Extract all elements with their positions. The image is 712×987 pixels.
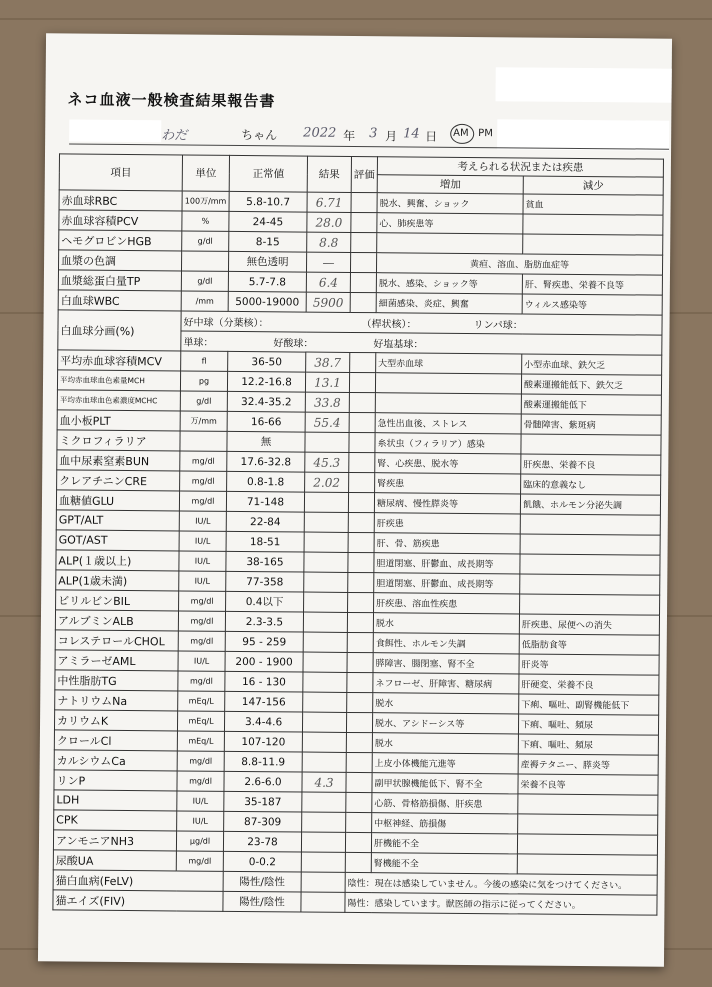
condition-increase: 中枢神経、筋損傷 (372, 813, 518, 834)
evaluation-cell (350, 252, 376, 272)
normal-range: 24-45 (229, 211, 307, 232)
condition-decrease: 肝疾患、栄養不良 (521, 454, 661, 475)
unit-cell: mg/dl (178, 631, 225, 651)
result-value: 38.7 (306, 352, 350, 372)
test-name: 平均赤血球容積MCV (58, 350, 181, 371)
condition-decrease: 臨床的意義なし (521, 474, 661, 495)
unit-cell: fl (181, 351, 228, 371)
patient-name: わだ (161, 128, 188, 144)
unit-cell: IU/L (179, 511, 226, 531)
normal-range: 8-15 (229, 231, 307, 252)
condition-increase: 腎機能不全 (371, 853, 517, 874)
condition-increase: 胆道閉塞、肝鬱血、成長期等 (374, 553, 520, 574)
pm-label: PM (478, 128, 493, 140)
normal-range: 16 - 130 (225, 671, 303, 692)
evaluation-cell (349, 372, 375, 392)
normal-range: 5.8-10.7 (229, 191, 307, 212)
result-value: — (306, 252, 350, 272)
evaluation-cell (349, 432, 375, 452)
day-value: 14 (403, 126, 420, 142)
test-name: アミラーゼAML (55, 650, 178, 671)
evaluation-cell (349, 412, 375, 432)
unit-cell: g/dl (181, 271, 228, 291)
test-name: ヘモグロビンHGB (59, 230, 182, 251)
result-value (301, 852, 345, 872)
unit-cell: mg/dl (179, 591, 226, 611)
condition-decrease: 産褥テタニー、膵炎等 (518, 754, 658, 775)
virus-note: 陰性：現在は感染していません。今後の感染に気をつけてください。 (345, 872, 657, 895)
condition-merged: 黄疸、溶血、脂肪血症等 (376, 253, 662, 275)
differential-row (58, 310, 662, 335)
col-result: 結果 (307, 156, 351, 192)
unit-cell: 100万/mm (182, 191, 229, 211)
normal-range: 147-156 (225, 691, 303, 712)
condition-decrease: 酸素運搬能低下、鉄欠乏 (521, 374, 661, 395)
condition-decrease: ウィルス感染等 (522, 294, 662, 315)
year-value: 2022 (303, 125, 337, 141)
test-name: ALP(１歳以上) (56, 550, 179, 571)
results-table (52, 153, 664, 915)
condition-increase: 糖尿病、慢性膵炎等 (374, 493, 520, 514)
band-label: （桿状核）： (361, 319, 417, 331)
virus-note: 陽性：感染しています。獣医師の指示に従ってください。 (345, 892, 657, 915)
year-label: 年 (343, 128, 356, 143)
evaluation-cell (345, 852, 371, 872)
condition-decrease (517, 834, 657, 855)
evaluation-cell (347, 652, 373, 672)
condition-decrease: 小型赤血球、鉄欠乏 (522, 354, 662, 375)
virus-result (301, 872, 345, 892)
result-value (302, 712, 346, 732)
condition-decrease: 飢餓、ホルモン分泌失調 (520, 494, 660, 515)
virus-normal: 陽性/陰性 (223, 891, 301, 912)
condition-decrease (520, 514, 660, 535)
condition-increase: ネフローゼ、肝障害、糖尿病 (373, 673, 519, 694)
condition-increase: 胆道閉塞、肝鬱血、成長期等 (374, 573, 520, 594)
result-value (303, 612, 347, 632)
condition-decrease (520, 574, 660, 595)
test-name: 血漿総蛋白量TP (58, 270, 181, 291)
normal-range: 5.7-7.8 (228, 271, 306, 292)
normal-range: 17.6-32.8 (227, 451, 305, 472)
table-header-row (59, 154, 663, 177)
normal-range: 0.4以下 (226, 591, 304, 612)
unit-cell (180, 431, 227, 451)
condition-increase (375, 393, 521, 414)
result-value (303, 672, 347, 692)
condition-increase: 食餌性、ホルモン失調 (373, 633, 519, 654)
evaluation-cell (351, 232, 377, 252)
condition-increase: 急性出血後、ストレス (375, 413, 521, 434)
normal-range: 35-187 (224, 791, 302, 812)
normal-range: 200 - 1900 (225, 651, 303, 672)
condition-decrease (517, 854, 657, 875)
condition-increase: 大型赤血球 (376, 353, 522, 374)
evaluation-cell (348, 572, 374, 592)
normal-range: 8.8-11.9 (224, 751, 302, 772)
lymph-label: リンパ球： (473, 320, 523, 332)
evaluation-cell (348, 492, 374, 512)
test-name: 白血球WBC (58, 290, 181, 311)
unit-cell: pg (180, 371, 227, 391)
virus-test-name: 猫エイズ(FIV) (53, 890, 223, 911)
test-name: GPT/ALT (56, 510, 179, 531)
condition-increase: 腎疾患 (375, 473, 521, 494)
result-value: 6.4 (306, 272, 350, 292)
evaluation-cell (346, 812, 372, 832)
normal-range: 16-66 (227, 411, 305, 432)
normal-range: 18-51 (226, 531, 304, 552)
test-name: アルブミンALB (55, 610, 178, 631)
day-label: 日 (425, 129, 438, 144)
virus-result (301, 892, 345, 912)
virus-test-name: 猫白血病(FeLV) (53, 870, 223, 891)
result-value (302, 792, 346, 812)
condition-increase: 脱水 (373, 693, 519, 714)
evaluation-cell (348, 532, 374, 552)
condition-increase: 細菌感染、炎症、興奮 (376, 293, 522, 314)
condition-decrease (521, 434, 661, 455)
unit-cell: mg/dl (177, 751, 224, 771)
test-name: 赤血球RBC (59, 190, 182, 211)
normal-range: 無 (227, 431, 305, 452)
condition-decrease: 肝硬変、栄養不良 (519, 674, 659, 695)
condition-decrease: 骨髄障害、紫斑病 (521, 414, 661, 435)
col-increase: 増加 (377, 175, 523, 194)
result-value (305, 432, 349, 452)
evaluation-cell (346, 792, 372, 812)
normal-range: 87-309 (224, 811, 302, 832)
unit-cell: g/dl (180, 391, 227, 411)
condition-decrease: 肝、腎疾患、栄養不良等 (522, 274, 662, 295)
col-decrease: 減少 (523, 176, 663, 195)
test-name: カリウムK (54, 710, 177, 731)
neutro-label: 好中球（分葉核）： (183, 317, 269, 330)
evaluation-cell (346, 752, 372, 772)
condition-increase: 脱水、アシドーシス等 (372, 713, 518, 734)
condition-decrease: 低脂肪食等 (519, 634, 659, 655)
evaluation-cell (349, 472, 375, 492)
normal-range: 0-0.2 (223, 851, 301, 872)
unit-cell (181, 251, 228, 271)
result-value: 4.3 (302, 772, 346, 792)
condition-increase: 脱水、感染、ショック等 (376, 273, 522, 294)
normal-range: 95 - 259 (225, 631, 303, 652)
condition-decrease (523, 214, 663, 235)
unit-cell: mEq/L (177, 731, 224, 751)
normal-range: 38-165 (226, 551, 304, 572)
evaluation-cell (350, 292, 376, 312)
result-value (302, 732, 346, 752)
unit-cell: µg/dl (176, 831, 223, 851)
result-value (304, 532, 348, 552)
result-value (304, 552, 348, 572)
test-name: LDH (54, 790, 177, 811)
differential-label: 白血球分画(%) (58, 310, 181, 351)
condition-decrease (520, 594, 660, 615)
condition-increase (377, 233, 523, 254)
unit-cell: mg/dl (179, 491, 226, 511)
normal-range: 2.6-6.0 (224, 771, 302, 792)
condition-increase (375, 373, 521, 394)
condition-decrease: 肝疾患、尿便への消失 (519, 614, 659, 635)
condition-increase: 脱水、興奮、ショック (377, 193, 523, 214)
col-unit: 単位 (182, 155, 229, 191)
evaluation-cell (346, 712, 372, 732)
test-name: クロールCl (54, 730, 177, 751)
unit-cell: IU/L (177, 791, 224, 811)
condition-decrease (520, 534, 660, 555)
redaction-header-right (497, 119, 669, 150)
evaluation-cell (351, 192, 377, 212)
result-value (302, 812, 346, 832)
normal-range: 36-50 (228, 351, 306, 372)
unit-cell: mg/dl (178, 671, 225, 691)
unit-cell: mEq/L (178, 691, 225, 711)
eos-label: 好酸球： (273, 338, 314, 350)
result-value: 2.02 (305, 472, 349, 492)
condition-increase: 糸状虫（フィラリア）感染 (375, 433, 521, 454)
result-value: 33.8 (305, 392, 349, 412)
unit-cell: mg/dl (176, 851, 223, 871)
evaluation-cell (347, 612, 373, 632)
mono-label: 単球： (183, 337, 214, 349)
unit-cell: IU/L (178, 651, 225, 671)
test-name: 平均赤血球血色素濃度MCHC (57, 390, 180, 411)
unit-cell: % (182, 211, 229, 231)
normal-range: 107-120 (224, 731, 302, 752)
chan-label: ちゃん (241, 127, 278, 143)
result-value (303, 692, 347, 712)
result-value: 55.4 (305, 412, 349, 432)
condition-increase: 肝機能不全 (371, 833, 517, 854)
evaluation-cell (348, 592, 374, 612)
condition-decrease: 肝炎等 (519, 654, 659, 675)
condition-decrease: 貧血 (523, 194, 663, 215)
test-name: クレアチニンCRE (57, 470, 180, 491)
unit-cell: mg/dl (177, 771, 224, 791)
virus-normal: 陽性/陰性 (223, 871, 301, 892)
month-label: 月 (385, 129, 398, 144)
condition-increase: 副甲状腺機能低下、腎不全 (372, 773, 518, 794)
normal-range: 5000-19000 (228, 291, 306, 312)
col-item: 項目 (59, 154, 182, 191)
evaluation-cell (347, 692, 373, 712)
result-value (303, 652, 347, 672)
condition-decrease (518, 814, 658, 835)
am-label: AM (453, 127, 469, 139)
result-value (304, 512, 348, 532)
test-name: ALP(1歳未満) (56, 570, 179, 591)
normal-range: 71-148 (226, 491, 304, 512)
evaluation-cell (349, 452, 375, 472)
unit-cell: mg/dl (180, 471, 227, 491)
unit-cell: IU/L (179, 571, 226, 591)
condition-increase: 肝疾患、溶血性疾患 (374, 593, 520, 614)
result-value (303, 632, 347, 652)
condition-increase: 心、肺疾患等 (377, 213, 523, 234)
condition-decrease: 酸素運搬能低下 (521, 394, 661, 415)
condition-decrease: 栄養不良等 (518, 774, 658, 795)
evaluation-cell (348, 512, 374, 532)
normal-range: 22-84 (226, 511, 304, 532)
test-name: CPK (54, 810, 177, 831)
result-value: 28.0 (307, 212, 351, 232)
unit-cell: IU/L (179, 531, 226, 551)
test-name: GOT/AST (56, 530, 179, 551)
condition-decrease (518, 794, 658, 815)
normal-range: 3.4-4.6 (224, 711, 302, 732)
unit-cell: mg/dl (180, 451, 227, 471)
result-value (301, 832, 345, 852)
evaluation-cell (346, 732, 372, 752)
col-evaluation: 評価 (351, 156, 377, 192)
evaluation-cell (351, 212, 377, 232)
redaction-top-right (495, 67, 671, 103)
condition-increase: 脱水 (373, 613, 519, 634)
condition-increase: 心筋、骨格筋損傷、肝疾患 (372, 793, 518, 814)
unit-cell: IU/L (179, 551, 226, 571)
unit-cell: 万/mm (180, 411, 227, 431)
col-conditions: 考えられる状況または疾患 (377, 157, 663, 177)
test-name: ナトリウムNa (55, 690, 178, 711)
result-value: 6.71 (307, 192, 351, 212)
normal-range: 0.8-1.8 (227, 471, 305, 492)
result-value: 8.8 (307, 232, 351, 252)
test-name: リンP (54, 770, 177, 791)
test-name: 中性脂肪TG (55, 670, 178, 691)
test-name: ミクロフィラリア (57, 430, 180, 451)
report-sheet (38, 33, 672, 966)
test-name: アンモニアNH3 (53, 830, 176, 851)
result-value (304, 572, 348, 592)
condition-increase: 上皮小体機能亢進等 (372, 753, 518, 774)
normal-range: 無色透明 (228, 251, 306, 272)
unit-cell: IU/L (177, 811, 224, 831)
normal-range: 2.3-3.5 (225, 611, 303, 632)
condition-increase: 膵障害、腸閉塞、腎不全 (373, 653, 519, 674)
test-name: 尿酸UA (53, 850, 176, 871)
condition-decrease: 下痢、嘔吐、頻尿 (518, 714, 658, 735)
result-value: 45.3 (305, 452, 349, 472)
result-value (304, 592, 348, 612)
evaluation-cell (350, 272, 376, 292)
unit-cell: mEq/L (177, 711, 224, 731)
condition-increase: 脱水 (372, 733, 518, 754)
test-name: ビリルビンBIL (56, 590, 179, 611)
unit-cell: mg/dl (178, 611, 225, 631)
month-value: 3 (369, 126, 378, 142)
col-normal: 正常値 (229, 155, 307, 192)
condition-increase: 肝、骨、筋疾患 (374, 533, 520, 554)
condition-decrease (523, 234, 663, 255)
report-title: ネコ血液一般検査結果報告書 (67, 90, 276, 111)
redaction-owner-name (69, 119, 161, 142)
normal-range: 12.2-16.8 (227, 371, 305, 392)
test-name: コレステロールCHOL (55, 630, 178, 651)
evaluation-cell (349, 392, 375, 412)
unit-cell: g/dl (182, 231, 229, 251)
evaluation-cell (350, 352, 376, 372)
normal-range: 32.4-35.2 (227, 391, 305, 412)
result-value (304, 492, 348, 512)
test-name: 赤血球容積PCV (59, 210, 182, 231)
virus-row (53, 890, 657, 915)
result-value: 13.1 (305, 372, 349, 392)
condition-increase: 腎、心疾患、脱水等 (375, 453, 521, 474)
condition-decrease (520, 554, 660, 575)
normal-range: 77-358 (226, 571, 304, 592)
evaluation-cell (347, 632, 373, 652)
test-name: 平均赤血球血色素量MCH (57, 370, 180, 391)
baso-label: 好塩基球： (373, 339, 424, 351)
evaluation-cell (346, 772, 372, 792)
test-name: カルシウムCa (54, 750, 177, 771)
evaluation-cell (345, 832, 371, 852)
condition-decrease: 下痢、嘔吐、頻尿 (518, 734, 658, 755)
normal-range: 23-78 (223, 831, 301, 852)
test-name: 血糖値GLU (56, 490, 179, 511)
result-value: 5900 (306, 292, 350, 312)
unit-cell: /mm (181, 291, 228, 311)
condition-decrease: 下痢、嘔吐、副腎機能低下 (519, 694, 659, 715)
condition-increase: 肝疾患 (374, 513, 520, 534)
evaluation-cell (348, 552, 374, 572)
test-name: 血小板PLT (57, 410, 180, 431)
result-value (302, 752, 346, 772)
test-name: 血中尿素窒素BUN (57, 450, 180, 471)
test-name: 血漿の色調 (58, 250, 181, 271)
evaluation-cell (347, 672, 373, 692)
